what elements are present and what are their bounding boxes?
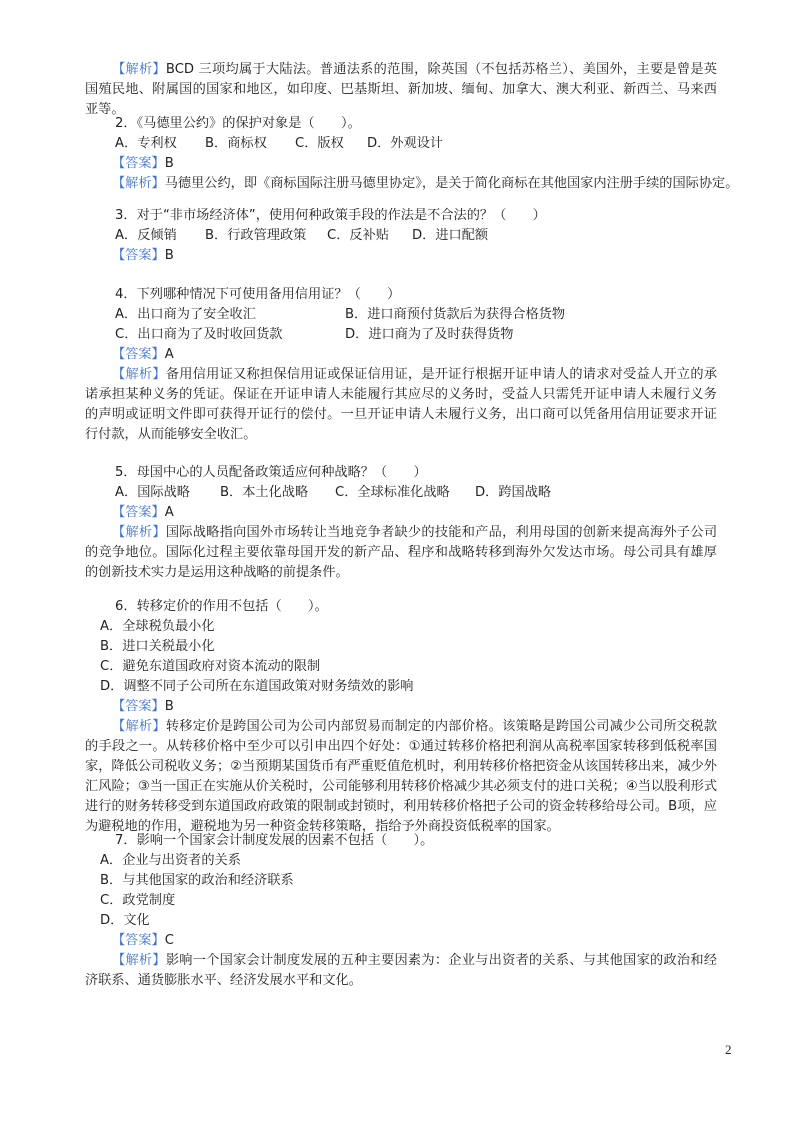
option-b: B．进口商预付货款后为获得合格货物 xyxy=(345,307,566,322)
question-stem: 6．转移定价的作用不包括（ ）。 xyxy=(115,599,328,614)
option-a: A．专利权 xyxy=(115,136,177,151)
option-d: D．调整不同子公司所在东道国政策对财务绩效的影响 xyxy=(100,679,414,694)
page-number: 2 xyxy=(725,1042,732,1057)
option-d: D．文化 xyxy=(100,913,150,928)
option-c: C．全球标准化战略 xyxy=(335,485,450,500)
question-2 xyxy=(85,114,739,194)
option-c: C．政党制度 xyxy=(100,893,176,908)
options-row xyxy=(85,226,717,246)
option-b: B．商标权 xyxy=(205,136,267,151)
option-d: D．进口配额 xyxy=(412,228,489,243)
analysis-label: 【解析】 xyxy=(112,62,166,77)
option-b: B．进口关税最小化 xyxy=(100,639,215,654)
question-3 xyxy=(85,206,717,266)
option-a: A．全球税负最小化 xyxy=(100,619,215,634)
question-stem: 7．影响一个国家会计制度发展的因素不包括（ ）。 xyxy=(115,833,434,848)
question-1-analysis-block xyxy=(85,60,717,120)
option-c: C．避免东道国政府对资本流动的限制 xyxy=(100,659,321,674)
analysis-text: 【解析】备用信用证又称担保信用证或保证信用证，是开证行根据开证申请人的请求对受益人开立的承诺承担某种义务的凭证。保证在开证申请人未能履行其应尽的义务时，受益人只需凭开证申请人未履行义务的声明或证明文件即可获得开证行的偿付。一旦开证申请人未履行义务，出口商可以凭备用信用证要求开证行付款，从而能够安全收汇。 xyxy=(85,367,718,442)
question-6 xyxy=(85,597,717,837)
analysis-text: 【解析】马德里公约，即《商标国际注册马德里协定》，是关于简化商标在其他国家内注册手续的国际协定。 xyxy=(112,176,739,191)
question-4 xyxy=(85,285,717,445)
answer: 【答案】A xyxy=(112,347,174,362)
option-c: C．反补贴 xyxy=(327,228,389,243)
option-a: A．出口商为了安全收汇 xyxy=(115,307,256,322)
option-d: D．跨国战略 xyxy=(475,485,552,500)
question-stem: 4．下列哪种情况下可使用备用信用证？（ ） xyxy=(115,287,401,302)
answer: 【答案】A xyxy=(112,505,174,520)
analysis-text: 【解析】转移定价是跨国公司为公司内部贸易而制定的内部价格。该策略是跨国公司减少公司所交税款的手段之一。从转移价格中至少可以引申出四个好处：①通过转移价格把利润从高税率国家转移到低税率国家，降低公司税收义务；②当预期某国货币有严重贬值危机时，利用转移价格把资金从该国转移出来，减少外汇风险；③当一国正在实施从价关税时，公司能够利用转移价格减少其必须支付的进口关税；④当以股利形式进行的财务转移受到东道国政府政策的限制或封锁时，利用转移价格把子公司的资金转移给母公司。B项，应为避税地的作用，避税地为另一种资金转移策略，指给予外商投资低税率的国家。 xyxy=(85,719,718,834)
answer: 【答案】B xyxy=(112,156,174,171)
options-row xyxy=(85,483,717,503)
option-d: D．外观设计 xyxy=(367,136,444,151)
question-stem: 3．对于“非市场经济体”，使用何种政策手段的作法是不合法的？（ ） xyxy=(115,208,546,223)
question-stem: 5．母国中心的人员配备政策适应何种战略？（ ） xyxy=(115,465,427,480)
option-a: A．国际战略 xyxy=(115,485,190,500)
option-a: A．反倾销 xyxy=(115,228,177,243)
answer: 【答案】B xyxy=(112,248,174,263)
option-b: B．行政管理政策 xyxy=(205,228,307,243)
options-row xyxy=(85,305,717,325)
question-stem: 2．《马德里公约》的保护对象是（ ）。 xyxy=(115,116,361,131)
analysis-text: 【解析】影响一个国家会计制度发展的五种主要因素为：企业与出资者的关系、与其他国家的政治和经济联系、通货膨胀水平、经济发展水平和文化。 xyxy=(85,953,718,988)
answer: 【答案】B xyxy=(112,699,174,714)
option-d: D．进口商为了及时获得货物 xyxy=(345,327,514,342)
question-5 xyxy=(85,463,717,583)
answer: 【答案】C xyxy=(112,933,174,948)
option-b: B．本土化战略 xyxy=(220,485,309,500)
analysis-text: 【解析】BCD 三项均属于大陆法。普通法系的范围，除英国（不包括苏格兰）、美国外，主要是曾是英国殖民地、附属国的国家和地区，如印度、巴基斯坦、新加坡、缅甸、加拿大、澳大利亚、新西兰、马来西亚等。 xyxy=(85,62,717,117)
option-c: C．出口商为了及时收回货款 xyxy=(115,327,283,342)
option-c: C．版权 xyxy=(295,136,344,151)
options-row xyxy=(85,134,717,154)
analysis-text: 【解析】国际战略指向国外市场转让当地竞争者缺少的技能和产品，利用母国的创新来提高海外子公司的竞争地位。国际化过程主要依靠母国开发的新产品、程序和战略转移到海外欠发达市场。母公司具有雄厚的创新技术实力是运用这种战略的前提条件。 xyxy=(85,525,718,580)
options-row xyxy=(85,325,717,345)
question-7 xyxy=(85,831,717,991)
option-b: B．与其他国家的政治和经济联系 xyxy=(100,873,294,888)
option-a: A．企业与出资者的关系 xyxy=(100,853,241,868)
